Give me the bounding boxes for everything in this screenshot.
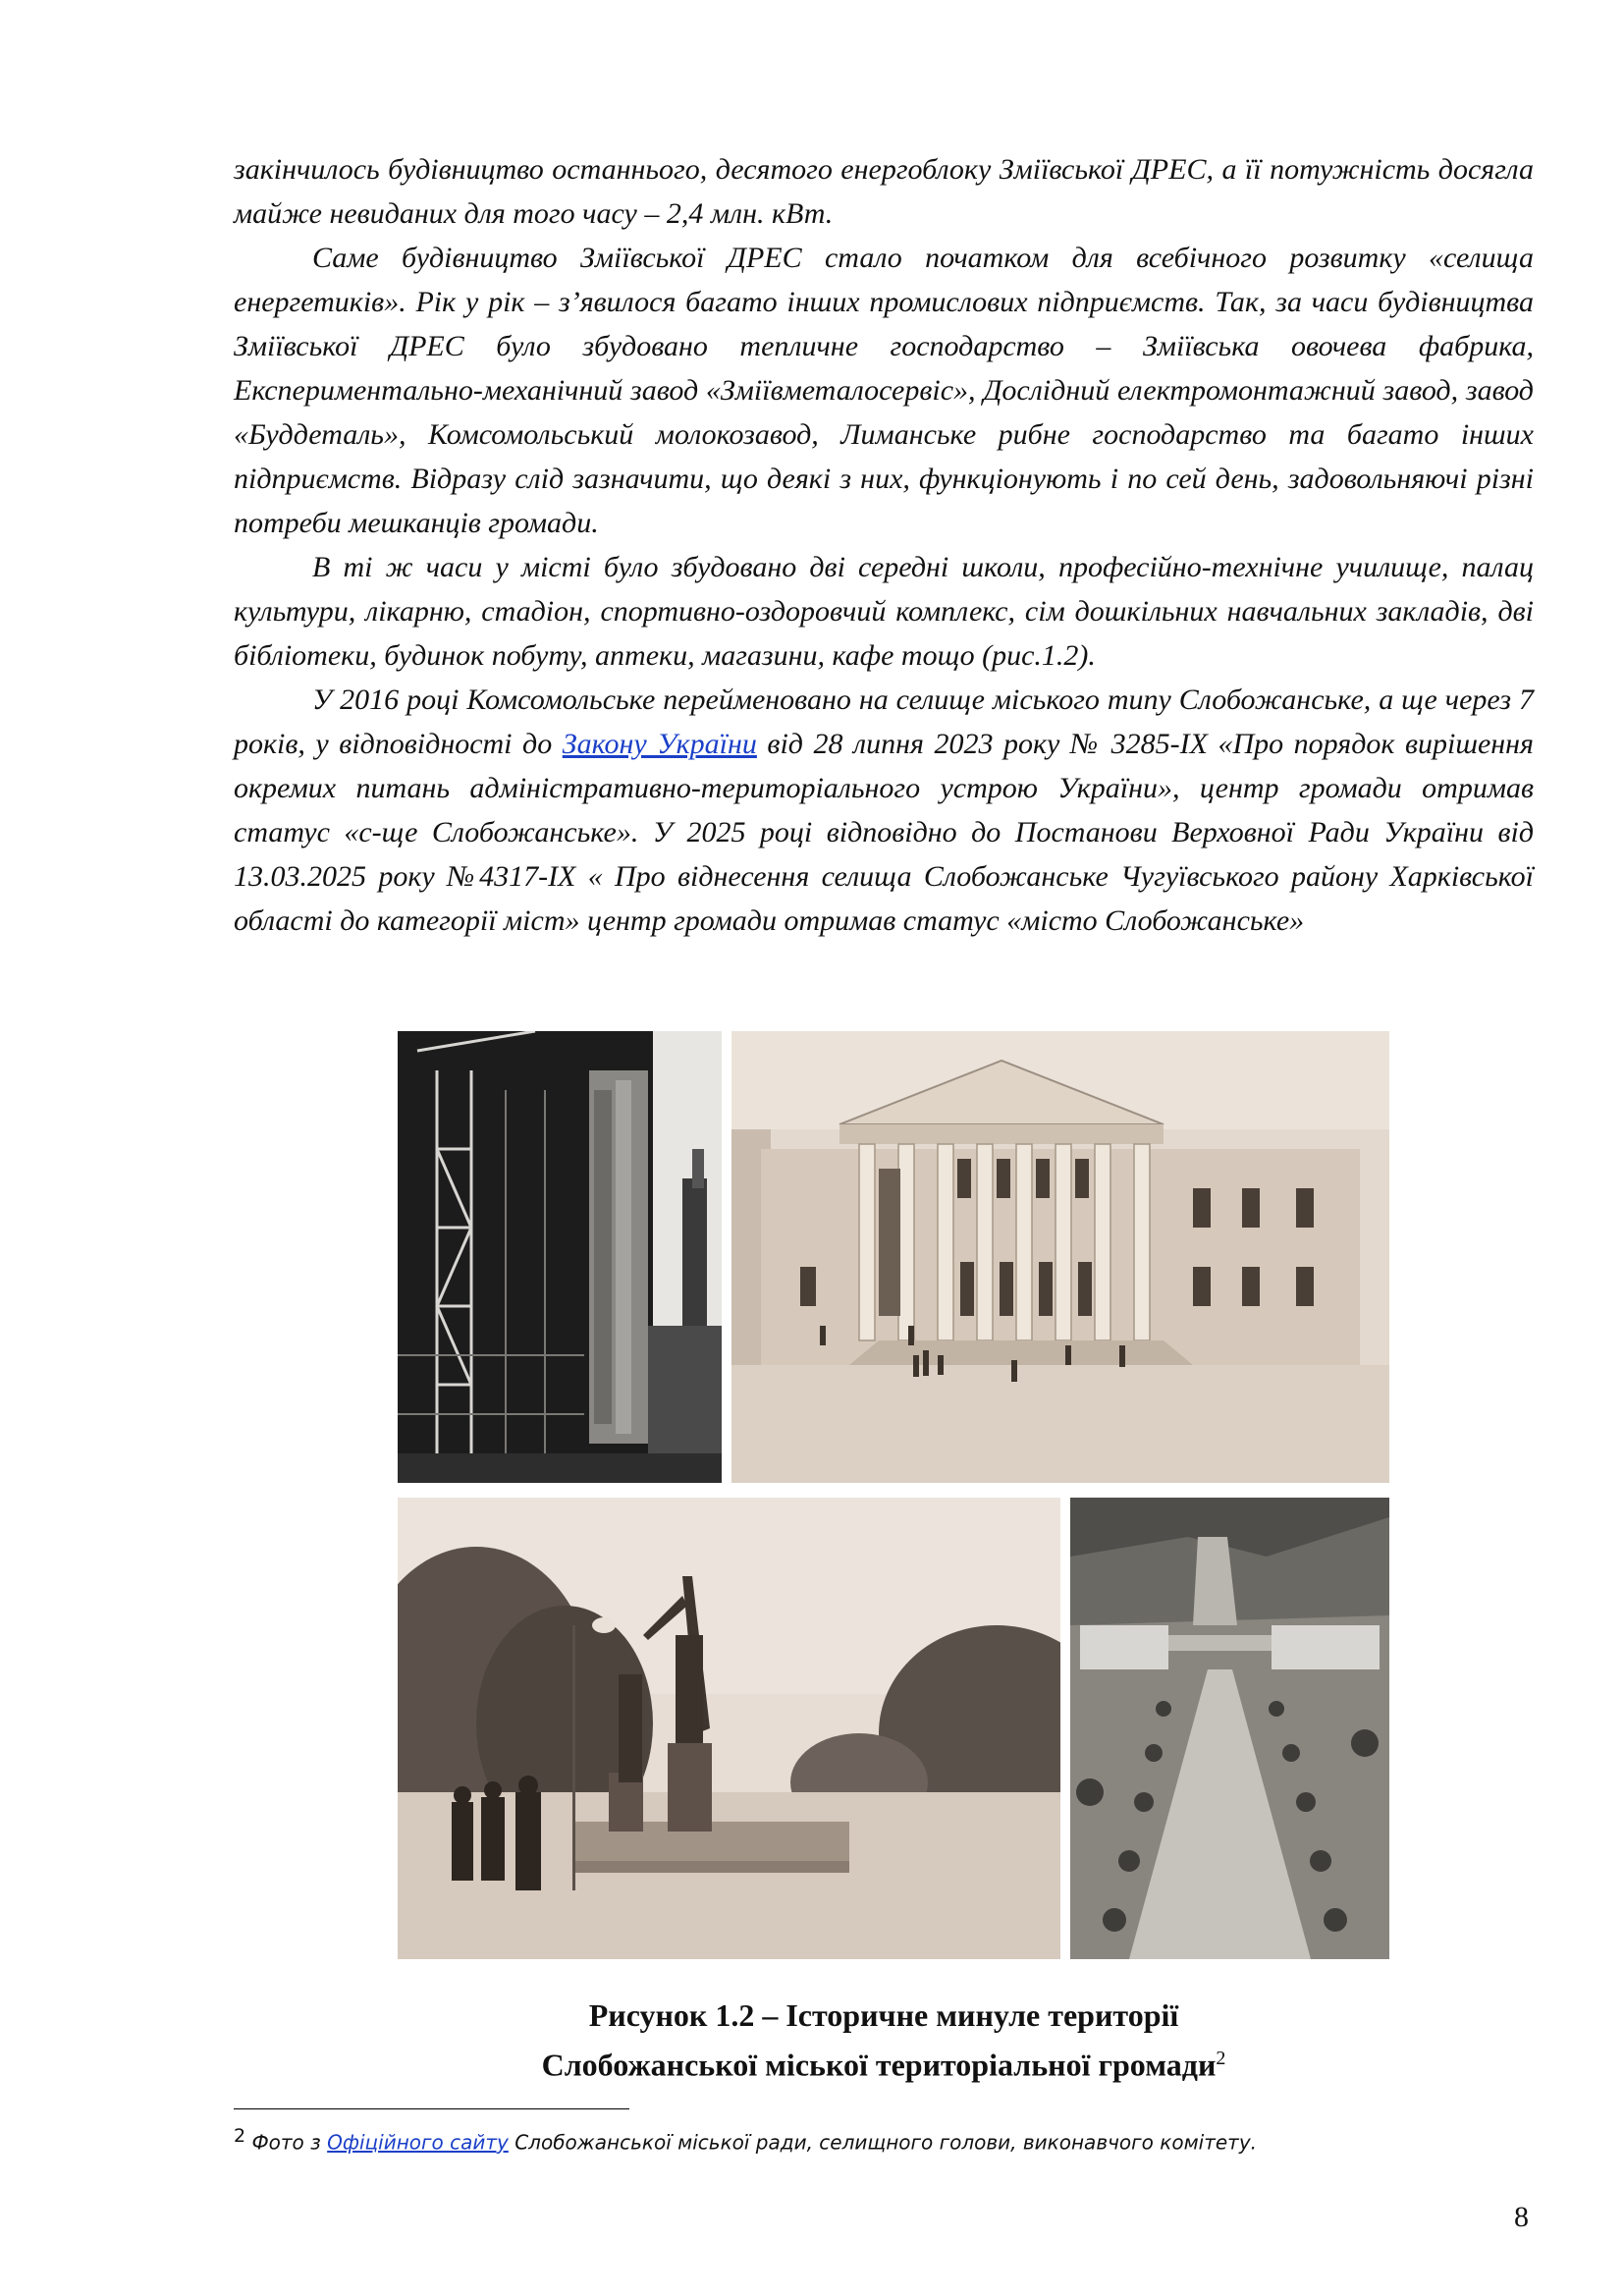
palace-of-culture-photo — [731, 1031, 1389, 1483]
figure-caption — [234, 1994, 1534, 2087]
paragraph-2: Саме будівництво Зміївської ДРЕС стало початком для всебічного розвитку «селища енергетиків». Рік у рік – з’явилося багато інших промислових підприємств. Так, за часи будівництва Зміївської ДРЕС було збудовано тепличне господарство – Зміївська овочева фабрика, Експериментально-механічний завод «Зміївметалосервіс», Дослідний електромонтажний завод, завод «Буддеталь», Комсомольський молокозавод, Лиманське рибне господарство та багато інших підприємств. Відразу слід зазначити, що деякі з них, функціонують і по сей день, задовольняючі різні потреби мешканців громади. — [234, 242, 1534, 539]
caption-line-1: Рисунок 1.2 – Історичне минуле території — [588, 1997, 1179, 2033]
caption-line-2-text: Слобожанської міської територіальної громади — [541, 2047, 1217, 2083]
aerial-photo — [1070, 1498, 1389, 1959]
paragraph-3: В ті ж часи у місті було збудовано дві середні школи, професійно-технічне училище, палац культури, лікарню, стадіон, спортивно-оздоровчий комплекс, сім дошкільних навчальних закладів, дві бібліотеки, будинок побуту, аптеки, магазини, кафе тощо (рис.1.2). — [234, 551, 1534, 672]
body-text — [234, 147, 1534, 943]
law-link[interactable]: Закону України — [562, 728, 757, 760]
footnote-number: 2 — [234, 2125, 246, 2147]
footnote-suffix: Слобожанської міської ради, селищного голови, виконавчого комітету. — [508, 2130, 1258, 2155]
footnote-prefix: Фото з — [245, 2130, 328, 2155]
footnote-separator — [234, 2108, 629, 2109]
paragraph-4-end: від 28 липня 2023 року № 3285-IX «Про порядок вирішення окремих питань адміністративно-територіального устрою України», центр громади отримав статус «с-ще Слобожанське». У 2025 році відповідно до Постанови Верховної Ради України від 13.03.2025 року №4317-IX « Про віднесення селища Слобожанське Чугуївського району Харківської області до категорії міст» центр громади отримав статус «місто Слобожанське» — [234, 728, 1534, 937]
paragraph-4 — [234, 678, 1534, 943]
construction-photo — [398, 1031, 722, 1483]
page-number: 8 — [1514, 2201, 1529, 2233]
paragraph-1: закінчилось будівництво останнього, десятого енергоблоку Зміївської ДРЕС, а її потужність досягла майже невиданих для того часу – 2,4 млн. кВт. — [234, 153, 1534, 230]
footnote — [234, 2121, 1534, 2158]
footnote-reference[interactable]: 2 — [1216, 2048, 1226, 2069]
official-site-link[interactable]: Офіційного сайту — [327, 2130, 509, 2155]
caption-line-2 — [234, 2037, 1534, 2087]
monument-photo — [398, 1498, 1060, 1959]
paragraph-4-start: У 2016 році Комсомольське перейменовано на селище міського типу Слобожанське, а ще через 7 років, у відповідності до — [234, 683, 1534, 760]
